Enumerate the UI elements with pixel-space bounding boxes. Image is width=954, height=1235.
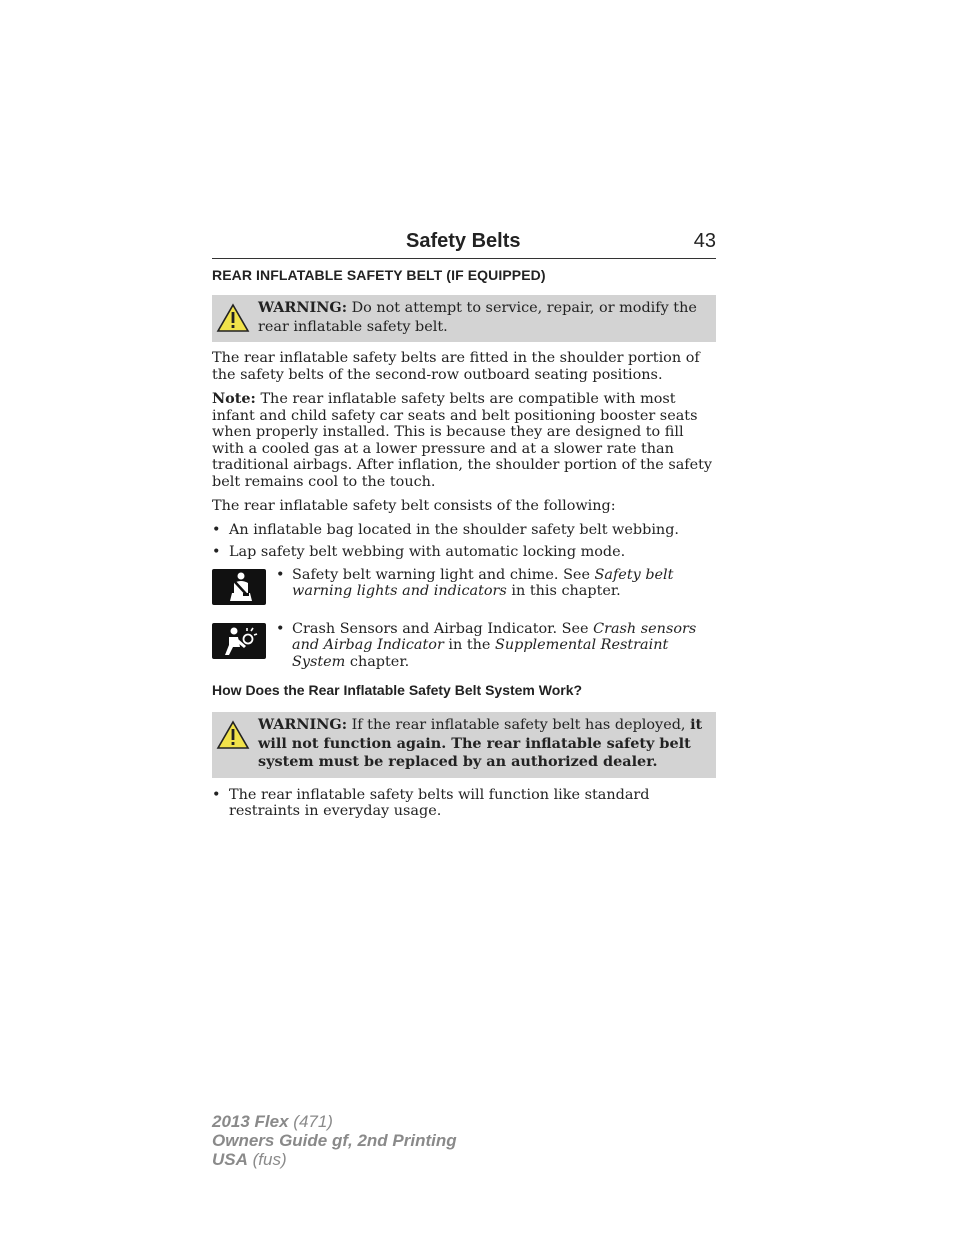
cross-reference: Supplemental Restraint System: [292, 637, 669, 670]
note-label: Note:: [212, 390, 256, 407]
intro-paragraph: The rear inflatable safety belts are fitted in the shoulder portion of the safety belts of the second-row outboard seating positions.: [212, 350, 700, 383]
cross-reference: Crash sensors and Airbag Indicator: [292, 620, 697, 653]
section-heading: REAR INFLATABLE SAFETY BELT (IF EQUIPPED): [212, 267, 546, 283]
note-paragraph: [212, 391, 716, 490]
list-item: • An inflatable bag located in the shoulder safety belt webbing.: [212, 522, 716, 539]
airbag-item: [212, 621, 716, 671]
warning-box-deployed: [212, 712, 716, 778]
cross-reference: Safety belt warning lights and indicators: [292, 566, 674, 599]
note-text: The rear inflatable safety belts are compatible with most infant and child safety car seats and belt positioning booster seats when properly installed. This is because they are designed to fill with a cooled gas at a lower pressure and at a slower rate than traditional airbags. After inflation, the shoulder portion of the safety belt remains cool to the touch.: [212, 391, 713, 490]
warning-box-service: [212, 295, 716, 342]
warning-text: Do not attempt to service, repair, or modify the rear inflatable safety belt.: [258, 300, 697, 335]
page-header: [212, 228, 716, 259]
warning-triangle-icon: [216, 720, 250, 750]
sub-heading: How Does the Rear Inflatable Safety Belt System Work?: [212, 682, 583, 698]
function-list: [212, 787, 716, 820]
seatbelt-warning-icon: [212, 569, 266, 605]
page-number: 43: [693, 230, 716, 252]
component-list: [212, 522, 716, 561]
page-footer: 2013 Flex (471) Owners Guide gf, 2nd Printing USA (fus): [212, 1112, 457, 1169]
seatbelt-item: [212, 567, 716, 605]
list-item: • The rear inflatable safety belts will function like standard restraints in everyday usage.: [212, 787, 716, 820]
warning-bold-text: it will not function again. The rear inflatable safety belt system must be replaced by an authorized dealer.: [258, 716, 703, 770]
warning-label: WARNING:: [258, 299, 348, 316]
chapter-title: Safety Belts: [406, 230, 521, 252]
consists-paragraph: The rear inflatable safety belt consists of the following:: [212, 498, 616, 514]
warning-label: WARNING:: [258, 716, 348, 733]
warning-triangle-icon: [216, 303, 250, 333]
airbag-indicator-icon: [212, 623, 266, 659]
manual-page: [212, 228, 716, 826]
airbag-item-text: • Crash Sensors and Airbag Indicator. See Crash sensors and Airbag Indicator in the Supplemental Restraint System chapter.: [265, 621, 716, 671]
list-item: • Lap safety belt webbing with automatic locking mode.: [212, 544, 716, 561]
warning-text: If the rear inflatable safety belt has deployed,: [347, 717, 691, 733]
seatbelt-item-text: • Safety belt warning light and chime. See Safety belt warning lights and indicators in this chapter.: [265, 567, 716, 600]
